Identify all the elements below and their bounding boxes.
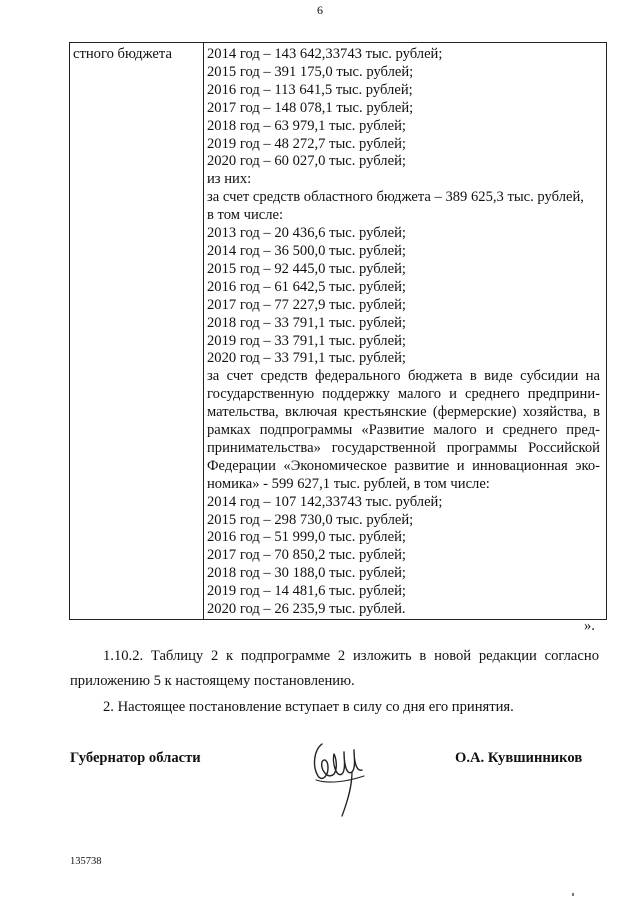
cell-line: 2017 год – 70 850,2 тыс. рублей;: [207, 547, 406, 564]
document-code: 135738: [70, 856, 102, 867]
cell-line: 2019 год – 14 481,6 тыс. рублей;: [207, 583, 406, 600]
paragraph-1-line-2: приложению 5 к настоящему постановлению.: [70, 673, 355, 689]
cell-line: из них:: [207, 171, 252, 188]
left-cell-label: стного бюджета: [73, 46, 172, 62]
cell-line: 2014 год – 107 142,33743 тыс. рублей;: [207, 493, 443, 510]
cell-line: за счет средств федерального бюджета в виде субсидии на: [207, 368, 600, 385]
cell-line: 2014 год – 143 642,33743 тыс. рублей;: [207, 46, 443, 62]
table-left-cell: [70, 43, 204, 620]
scan-speck: [572, 893, 574, 896]
cell-line: государственную поддержку малого и среднего предприни-: [207, 386, 600, 403]
cell-line: мательства, включая крестьянские (фермерские) хозяйства, в: [207, 404, 600, 421]
cell-line: 2013 год – 20 436,6 тыс. рублей;: [207, 225, 406, 242]
cell-line: 2019 год – 33 791,1 тыс. рублей;: [207, 332, 406, 349]
signatory-title: Губернатор области: [70, 750, 201, 766]
budget-funding-table: [69, 42, 607, 620]
signatory-name: О.А. Кувшинников: [455, 750, 583, 766]
cell-line: рамках подпрограммы «Развитие малого и среднего пред-: [207, 422, 600, 439]
cell-line: 2018 год – 30 188,0 тыс. рублей;: [207, 565, 406, 582]
table-row: [70, 43, 607, 620]
cell-line: Федерации «Экономическое развитие и инновационная эко-: [207, 457, 600, 474]
cell-line: 2015 год – 391 175,0 тыс. рублей;: [207, 63, 414, 80]
cell-line: за счет средств областного бюджета – 389 625,3 тыс. рублей,: [207, 189, 584, 206]
cell-line: номика» - 599 627,1 тыс. рублей, в том числе:: [207, 475, 490, 492]
paragraph-1-line-1: 1.10.2. Таблицу 2 к подпрограмме 2 изложить в новой редакции согласно: [103, 648, 599, 664]
cell-line: 2015 год – 92 445,0 тыс. рублей;: [207, 260, 406, 277]
cell-line: 2020 год – 60 027,0 тыс. рублей;: [207, 153, 406, 170]
cell-line: 2018 год – 63 979,1 тыс. рублей;: [207, 117, 406, 134]
cell-line: 2020 год – 33 791,1 тыс. рублей;: [207, 350, 406, 367]
cell-line: 2017 год – 77 227,9 тыс. рублей;: [207, 296, 406, 313]
cell-line: 2016 год – 51 999,0 тыс. рублей;: [207, 529, 406, 546]
closing-quote: ».: [584, 618, 595, 634]
paragraph-2: 2. Настоящее постановление вступает в силу со дня его принятия.: [103, 699, 514, 715]
cell-line: 2019 год – 48 272,7 тыс. рублей;: [207, 135, 406, 152]
cell-line: 2020 год – 26 235,9 тыс. рублей.: [207, 601, 406, 618]
cell-line: принимательства» государственной программы Российской: [207, 439, 600, 456]
cell-line: в том числе:: [207, 207, 284, 224]
page-number: 6: [317, 3, 323, 17]
cell-line: 2016 год – 61 642,5 тыс. рублей;: [207, 278, 406, 295]
handwritten-signature-icon: [308, 736, 370, 822]
table-right-cell: [204, 43, 607, 620]
cell-line: 2015 год – 298 730,0 тыс. рублей;: [207, 511, 414, 528]
cell-line: 2018 год – 33 791,1 тыс. рублей;: [207, 314, 406, 331]
cell-line: 2016 год – 113 641,5 тыс. рублей;: [207, 81, 413, 98]
cell-line: 2014 год – 36 500,0 тыс. рублей;: [207, 242, 406, 259]
cell-line: 2017 год – 148 078,1 тыс. рублей;: [207, 99, 414, 116]
